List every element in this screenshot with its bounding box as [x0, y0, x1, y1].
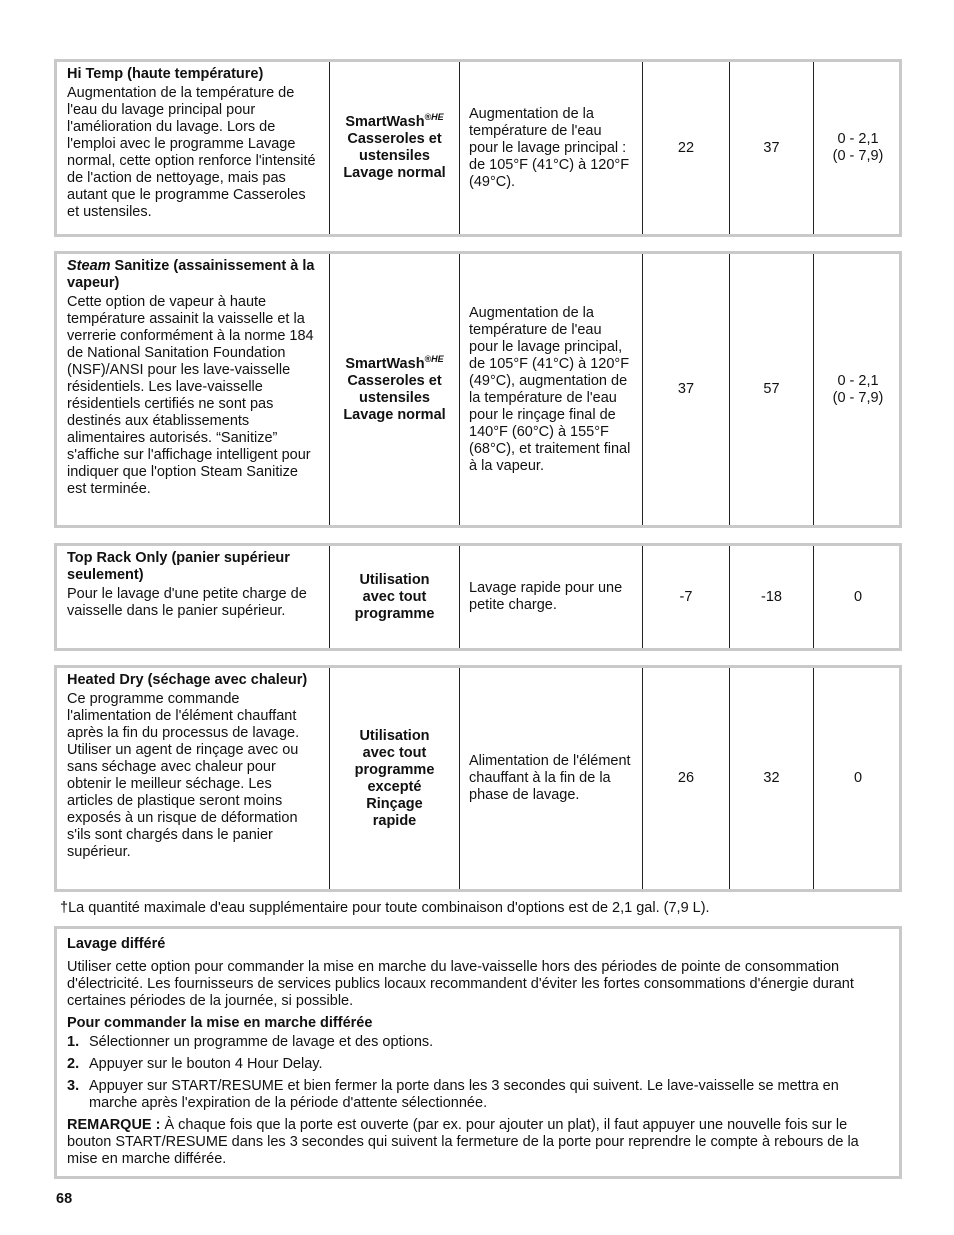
option-description-cell — [57, 254, 330, 525]
option-row-hi-temp — [54, 59, 902, 237]
option-title: Heated Dry (séchage avec chaleur) — [67, 672, 308, 688]
option-description: Ce programme commande l'alimentation de l'élément chauffant après la fin du processus de lavage. Utiliser un agent de rinçage avec ou sans séchage avec chaleur pour obtenir le meilleur séchage. Les articles de plastique seront moins exposés à un risque de déformation s'ils sont chargés dans le panier supérieur. — [67, 691, 300, 860]
effect-cell: Augmentation de la température de l'eau pour le lavage principal : de 105°F (41°C) à 120°F (49°C). — [460, 62, 643, 234]
water-value: 0 - 2,1 (0 - 7,9) — [832, 131, 884, 164]
option-title: Top Rack Only (panier supérieur seulement) — [67, 550, 290, 583]
option-description-cell — [57, 668, 330, 889]
effect-cell: Augmentation de la température de l'eau pour le lavage principal, de 105°F (41°C) à 120°F (49°C), augmentation de la température de l'eau pour le rinçage final de 140°F (60°C) à 155°F (68°C), et traitement final à la vapeur. — [460, 254, 643, 525]
time-value: 26 — [643, 668, 730, 889]
time-value-alt: -18 — [730, 546, 814, 648]
cycle-cell: SmartWash$^{®HE}$ Casseroles et ustensiles Lavage normal — [330, 254, 460, 525]
section-intro: Utiliser cette option pour commander la mise en marche du lave-vaisselle hors des périodes de pointe de consommation d'électricité. Les fournisseurs de services publics locaux recommandent d'éviter les fortes consommations d'énergie durant certaines périodes de la journée, si possible. — [67, 959, 854, 1009]
time-value-alt: 57 — [730, 254, 814, 525]
steps-list — [67, 1034, 889, 1112]
page-number: 68 — [56, 1191, 73, 1207]
footnote: †La quantité maximale d'eau supplémentaire pour toute combinaison d'options est de 2,1 gal. (7,9 L). — [60, 900, 710, 916]
option-title: Hi Temp (haute température) — [67, 66, 264, 82]
effect-cell: Lavage rapide pour une petite charge. — [460, 546, 643, 648]
time-value-alt: 37 — [730, 62, 814, 234]
list-item: 2. Appuyer sur le bouton 4 Hour Delay. — [67, 1056, 323, 1072]
delay-wash-section — [54, 926, 902, 1179]
option-description-cell — [57, 546, 330, 648]
note: REMARQUE : À chaque fois que la porte est ouverte (par ex. pour ajouter un plat), il faut appuyer une nouvelle fois sur le bouton START/RESUME dans les 3 secondes qui suivent la fermeture de la porte pour reprendre le compte à rebours de la mise en marche différée. — [67, 1117, 859, 1167]
option-description: Pour le lavage d'une petite charge de vaisselle dans le panier supérieur. — [67, 586, 307, 619]
cycle-cell: Utilisation avec tout programme excepté Rinçage rapide — [330, 668, 460, 889]
list-item: 3. Appuyer sur START/RESUME et bien fermer la porte dans les 3 secondes qui suivent. Le lave-vaisselle se mettra en marche après l'expiration de la période d'attente sélectionnée. — [67, 1078, 839, 1111]
time-value: 22 — [643, 62, 730, 234]
option-description-cell — [57, 62, 330, 234]
water-value: 0 — [853, 588, 863, 605]
time-value-alt: 32 — [730, 668, 814, 889]
water-value: 0 — [853, 770, 863, 786]
list-item: 1. Sélectionner un programme de lavage et des options. — [67, 1034, 434, 1050]
water-value: 0 - 2,1 (0 - 7,9) — [832, 372, 884, 406]
option-row-top-rack — [54, 543, 902, 651]
cycle-cell: SmartWash$^{®HE}$ Casseroles et ustensiles Lavage normal — [330, 62, 460, 234]
cycle-cell: Utilisation avec tout programme — [330, 546, 460, 648]
option-row-steam-sanitize — [54, 251, 902, 528]
time-value: -7 — [643, 546, 730, 648]
time-value: 37 — [643, 254, 730, 525]
section-heading: Lavage différé — [67, 936, 166, 952]
option-title: Steam Sanitize (assainissement à la vapeur) — [67, 258, 315, 291]
option-description: Augmentation de la température de l'eau du lavage principal pour l'amélioration du lavage. Lors de l'emploi avec le programme Lavage normal, cette option renforce l'intensité de l'action de nettoyage, mais pas autant que le programme Casseroles et ustensiles. — [67, 85, 316, 220]
option-description: Cette option de vapeur à haute température assainit la vaisselle et la verrerie conformément à la norme 184 de National Sanitation Foundation (NSF)/ANSI pour les lave-vaisselle résidentiels. Les lave-vaisselle résidentiels certifiés ne sont pas destinés aux établissements alimentaires autorisés. “Sanitize” s'affiche sur l'affichage intelligent pour indiquer que l'option Steam Sanitize est terminée. — [67, 294, 314, 497]
section-subheading: Pour commander la mise en marche différée — [67, 1015, 373, 1031]
option-row-heated-dry — [54, 665, 902, 892]
effect-cell: Alimentation de l'élément chauffant à la fin de la phase de lavage. — [460, 668, 643, 889]
